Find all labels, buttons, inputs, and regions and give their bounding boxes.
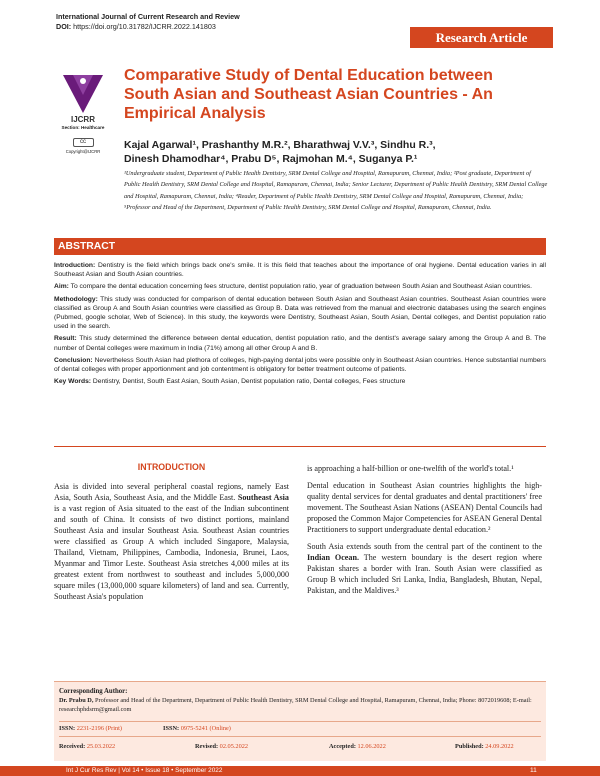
intro-paragraph-4: South Asia extends south from the central part of the continent to the Indian Ocean. The western boundary is the desert region where Pakistan shares a border with Iran. South Asian were classified as Group B which included Sri Lanka, India, Bangladesh, Bhutan, Nepal, Pakistan, and the Maldives.³	[307, 542, 542, 595]
article-type-badge: Research Article	[410, 27, 553, 48]
article-title: Comparative Study of Dental Education between South Asian and Southeast Asian Countries - An Empirical Analysis	[124, 67, 493, 122]
intro-paragraph-2: is approaching a half-billion or one-twelfth of the world's total.¹	[307, 464, 514, 473]
intro-paragraph-1: Asia is divided into several peripheral coastal regions, namely East Asia, South Asia, Southeast Asia, and the Middle East. Southeast Asia is a vast region of Asia situated to the east of the Indian subcontinent and south of China. It consists of two distinct portions, mainland Southeast Asia and insular Southeast Asia. Southeast Asian countries were classified as Group A which included Singapore, Malaysia, Thailand, Vietnam, Philippines, Cambodia, Indonesia, Brunei, Laos, Myanmar and Timor Leste. Southeast Asia stretches 4,000 miles at its greatest extent from northwest to southeast and includes 5,000,000 square miles (13,000,000 square kilometers) of land and sea. Currently, Southeast Asia's population	[54, 482, 289, 601]
logo-name: IJCRR	[70, 115, 95, 124]
authors	[124, 138, 544, 166]
corresponding-author-details: Dr. Prabu D, Professor and Head of the Department, Department of Public Health Dentistry, SRM Dental College and Hospital, Ramapuram, Chennai, India; Phone: 8072019608; E-mail: researchphdsrm@gmail.com	[59, 697, 532, 713]
abstract-aim: Aim: To compare the dental education concerning fees structure, dentist population ratio, year of graduation between South Asian and Southeast Asian countries.	[54, 283, 532, 291]
authors-line-1: Kajal Agarwal¹, Prashanthy M.R.², Bharathwaj V.V.³, Sindhu R.³,	[124, 139, 436, 151]
body-column-right	[307, 463, 542, 602]
journal-header	[56, 12, 356, 32]
received-date: Received: 25.03.2022	[59, 743, 116, 750]
body-column-left	[54, 481, 289, 608]
logo-section: Section: Healthcare	[61, 125, 105, 130]
copyright-text: Copyright@IJCRR	[65, 149, 101, 154]
authors-line-2: Dinesh Dhamodhar⁴, Prabu D⁵, Rajmohan M.⁴, Suganya P.¹	[124, 153, 418, 165]
accepted-date: Accepted: 12.06.2022	[329, 743, 386, 750]
abstract	[54, 261, 546, 389]
abstract-conclusion: Conclusion: Nevertheless South Asian had plethora of colleges, high-paying dental jobs were possible only in Southeast Asian countries. Hence substantial numbers of dental colleges with proper apportionment and job contentment is obligatory for better treatment outcome of patients.	[54, 356, 547, 374]
revised-date: Revised: 02.05.2022	[195, 743, 249, 750]
corresponding-author-box: Corresponding Author: Dr. Prabu D, Professor and Head of the Department, Department of Public Health Dentistry, SRM Dental College and Hospital, Ramapuram, Chennai, India; Phone: 8072019608; E-mail: researchphdsrm@gmail.com ISSN: 2231-2196 (Print) ISSN: 0975-5241 (Online) Received: 25.03.2022 Revised: 02.05.2022 Accepted: 12.06.2022 Published: 24.09.2022	[54, 681, 546, 761]
abstract-methodology: Methodology: This study was conducted for comparison of dental education between South Asian and Southeast Asian countries. Southeast Asian countries were classified as Group A and South Asian countries were classified as Group B. Data was retrieved from the manual and electronic databases using the search engines (Pubmed, google scholar, Web of Science). In this study, the keywords were Dentistry, Southeast Asian, South Asian, Dental colleges, and Dentist population ratio used in the search.	[54, 295, 546, 331]
ijcrr-logo-icon	[59, 73, 107, 115]
journal-logo	[53, 73, 113, 154]
abstract-heading: ABSTRACT	[54, 238, 546, 255]
abstract-result: Result: This study determined the difference between dental education, dentist population ratio, and the dentist's average salary among the Group A and B. The number of Dental colleges were maximum in India (71%) among all other Group A and B.	[54, 335, 546, 352]
published-date: Published: 24.09.2022	[455, 743, 514, 750]
journal-name: International Journal of Current Research and Review	[56, 12, 240, 21]
abstract-introduction: Introduction: Dentistry is the field which brings back one's smile. It is this field that teaches about the importance of oral hygiene. Dental education varies in all Southeast Asian and South Asian countries.	[54, 262, 547, 279]
section-divider	[54, 446, 546, 447]
corresponding-author-label: Corresponding Author:	[59, 688, 128, 695]
abstract-keywords: Key Words: Dentistry, Dentist, South East Asian, South Asian, Dentist population ratio, Dental colleges, Fees structure	[54, 378, 406, 386]
page-number: 11	[530, 767, 537, 774]
footer-citation: Int J Cur Res Rev | Vol 14 • Issue 18 • September 2022	[66, 767, 223, 774]
affiliations: ¹Undergraduate student, Department of Public Health Dentistry, SRM Dental College and Hospital, Ramapuram, Chennai, India; ²Post graduate, Department of Public Health Dentistry, SRM Dental College and Hospital, Ramapuram, Chennai, India; Senior Lecturer, Department of Public Health Dentistry, SRM Dental College and Hospital, Ramapuram, Chennai, India; ⁴Reader, Department of Public Health Dentistry, SRM Dental College and Hospital, Ramapuram, Chennai, India; ⁵Professor and Head of the Department, Department of Public Health Dentistry, SRM Dental College and Hospital, Ramapuram, Chennai, India.	[124, 170, 548, 211]
creative-commons-icon: cc	[53, 138, 113, 147]
intro-paragraph-3: Dental education in Southeast Asian countries highlights the high-quality dental services for dental graduates and dental practitioners' free movement. The Southeast Asian Nations (ASEAN) Dental Councils had proposed the Common Major Competencies for ASEAN General Dental Practitioners to support undergraduate dental education.²	[307, 481, 542, 534]
doi-line[interactable]: DOI: https://doi.org/10.31782/IJCRR.2022.141803	[56, 22, 216, 31]
doi-link[interactable]: https://doi.org/10.31782/IJCRR.2022.141803	[73, 22, 216, 31]
introduction-heading: INTRODUCTION	[137, 462, 206, 472]
